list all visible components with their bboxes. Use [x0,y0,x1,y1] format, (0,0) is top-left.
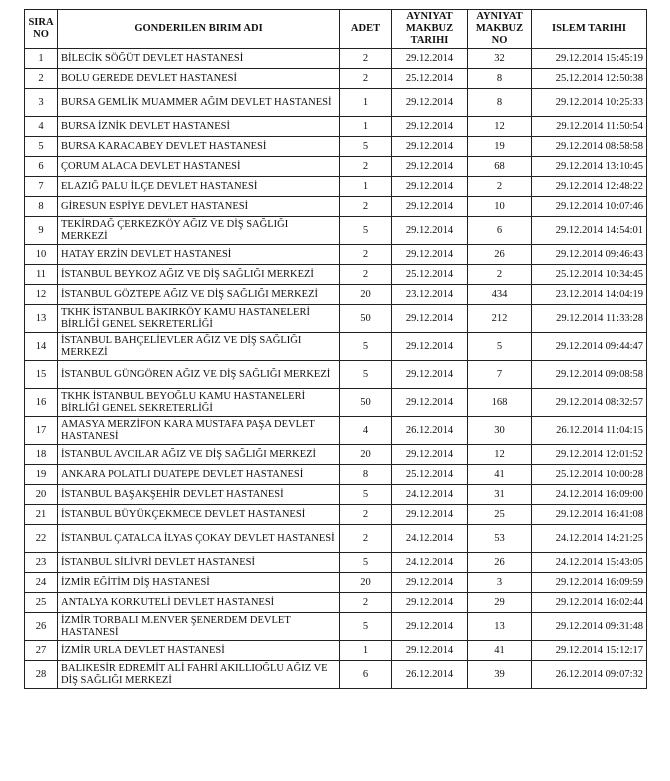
cell-makbuz-tarihi: 29.12.2014 [392,89,468,117]
cell-makbuz-tarihi: 29.12.2014 [392,177,468,197]
cell-adet: 5 [340,333,392,361]
cell-sira-no: 27 [25,641,58,661]
cell-sira-no: 28 [25,661,58,689]
table-row [25,197,647,217]
cell-makbuz-no: 6 [468,217,532,245]
cell-sira-no: 15 [25,361,58,389]
cell-sira-no: 3 [25,89,58,117]
cell-adet: 2 [340,69,392,89]
cell-islem-tarihi: 29.12.2014 16:41:08 [532,505,647,525]
cell-sira-no: 8 [25,197,58,217]
cell-birim-adi: GİRESUN ESPİYE DEVLET HASTANESİ [58,197,340,217]
cell-islem-tarihi: 26.12.2014 11:04:15 [532,417,647,445]
cell-sira-no: 1 [25,49,58,69]
shipment-table [24,9,647,689]
cell-adet: 2 [340,197,392,217]
cell-islem-tarihi: 29.12.2014 12:01:52 [532,445,647,465]
cell-adet: 6 [340,661,392,689]
cell-sira-no: 19 [25,465,58,485]
table-row [25,593,647,613]
cell-sira-no: 13 [25,305,58,333]
cell-adet: 1 [340,89,392,117]
cell-birim-adi: İSTANBUL BEYKOZ AĞIZ VE DİŞ SAĞLIĞI MERKEZİ [58,265,340,285]
cell-makbuz-no: 30 [468,417,532,445]
cell-makbuz-no: 41 [468,465,532,485]
cell-birim-adi: BİLECİK SÖĞÜT DEVLET HASTANESİ [58,49,340,69]
cell-sira-no: 21 [25,505,58,525]
cell-makbuz-no: 212 [468,305,532,333]
table-row [25,485,647,505]
cell-makbuz-tarihi: 24.12.2014 [392,553,468,573]
cell-islem-tarihi: 29.12.2014 10:07:46 [532,197,647,217]
cell-adet: 2 [340,505,392,525]
table-row [25,245,647,265]
table-row [25,417,647,445]
cell-adet: 50 [340,389,392,417]
cell-islem-tarihi: 29.12.2014 10:25:33 [532,89,647,117]
cell-adet: 2 [340,265,392,285]
table-row [25,69,647,89]
cell-adet: 2 [340,49,392,69]
cell-birim-adi: BURSA KARACABEY DEVLET HASTANESİ [58,137,340,157]
cell-makbuz-no: 8 [468,89,532,117]
cell-birim-adi: TKHK İSTANBUL BAKIRKÖY KAMU HASTANELERİ BİRLİĞİ GENEL SEKRETERLİĞİ [58,305,340,333]
cell-makbuz-tarihi: 29.12.2014 [392,613,468,641]
cell-sira-no: 11 [25,265,58,285]
cell-birim-adi: TEKİRDAĞ ÇERKEZKÖY AĞIZ VE DİŞ SAĞLIĞI MERKEZİ [58,217,340,245]
cell-makbuz-no: 32 [468,49,532,69]
cell-adet: 1 [340,641,392,661]
cell-makbuz-no: 41 [468,641,532,661]
cell-makbuz-tarihi: 29.12.2014 [392,245,468,265]
cell-birim-adi: AMASYA MERZİFON KARA MUSTAFA PAŞA DEVLET HASTANESİ [58,417,340,445]
cell-birim-adi: HATAY ERZİN DEVLET HASTANESİ [58,245,340,265]
table-row [25,333,647,361]
header-adet-text: ADET [350,23,381,34]
table-row [25,217,647,245]
cell-birim-adi: TKHK İSTANBUL BEYOĞLU KAMU HASTANELERİ BİRLİĞİ GENEL SEKRETERLİĞİ [58,389,340,417]
cell-makbuz-tarihi: 29.12.2014 [392,217,468,245]
cell-sira-no: 5 [25,137,58,157]
cell-sira-no: 25 [25,593,58,613]
table-row [25,525,647,553]
cell-birim-adi: İSTANBUL BÜYÜKÇEKMECE DEVLET HASTANESİ [58,505,340,525]
cell-birim-adi: İSTANBUL BAHÇELİEVLER AĞIZ VE DİŞ SAĞLIĞI MERKEZİ [58,333,340,361]
cell-islem-tarihi: 26.12.2014 09:07:32 [532,661,647,689]
cell-makbuz-no: 5 [468,333,532,361]
cell-makbuz-no: 434 [468,285,532,305]
cell-sira-no: 10 [25,245,58,265]
cell-makbuz-no: 19 [468,137,532,157]
cell-islem-tarihi: 29.12.2014 16:02:44 [532,593,647,613]
cell-adet: 2 [340,245,392,265]
header-makbuzno-line2: MAKBUZ [475,23,524,34]
cell-sira-no: 7 [25,177,58,197]
cell-adet: 50 [340,305,392,333]
cell-makbuz-tarihi: 29.12.2014 [392,157,468,177]
cell-makbuz-tarihi: 29.12.2014 [392,361,468,389]
cell-makbuz-no: 31 [468,485,532,505]
table-header-row [25,10,647,49]
cell-birim-adi: BURSA GEMLİK MUAMMER AĞIM DEVLET HASTANESİ [58,89,340,117]
cell-makbuz-no: 168 [468,389,532,417]
header-islem-text: ISLEM TARIHI [551,23,626,34]
cell-islem-tarihi: 25.12.2014 10:34:45 [532,265,647,285]
table-row [25,89,647,117]
cell-adet: 4 [340,417,392,445]
table-row [25,49,647,69]
cell-islem-tarihi: 29.12.2014 08:58:58 [532,137,647,157]
cell-islem-tarihi: 29.12.2014 15:45:19 [532,49,647,69]
cell-makbuz-tarihi: 25.12.2014 [392,69,468,89]
cell-islem-tarihi: 23.12.2014 14:04:19 [532,285,647,305]
cell-makbuz-no: 26 [468,553,532,573]
cell-makbuz-tarihi: 29.12.2014 [392,137,468,157]
table-row [25,553,647,573]
cell-makbuz-no: 13 [468,613,532,641]
table-row [25,265,647,285]
cell-islem-tarihi: 29.12.2014 09:44:47 [532,333,647,361]
cell-makbuz-tarihi: 26.12.2014 [392,661,468,689]
cell-birim-adi: BALIKESİR EDREMİT ALİ FAHRİ AKILLIOĞLU AĞIZ VE DİŞ SAĞLIĞI MERKEZİ [58,661,340,689]
cell-makbuz-tarihi: 29.12.2014 [392,117,468,137]
cell-islem-tarihi: 29.12.2014 11:33:28 [532,305,647,333]
cell-islem-tarihi: 25.12.2014 10:00:28 [532,465,647,485]
table-row [25,177,647,197]
cell-adet: 2 [340,157,392,177]
header-sira-line1: SIRA [28,17,54,28]
cell-adet: 2 [340,525,392,553]
cell-islem-tarihi: 29.12.2014 15:12:17 [532,641,647,661]
cell-islem-tarihi: 29.12.2014 14:54:01 [532,217,647,245]
header-sira-line2: NO [33,29,49,40]
cell-birim-adi: ANKARA POLATLI DUATEPE DEVLET HASTANESİ [58,465,340,485]
table-row [25,285,647,305]
cell-makbuz-tarihi: 26.12.2014 [392,417,468,445]
cell-birim-adi: İSTANBUL GÖZTEPE AĞIZ VE DİŞ SAĞLIĞI MERKEZİ [58,285,340,305]
cell-birim-adi: İSTANBUL BAŞAKŞEHİR DEVLET HASTANESİ [58,485,340,505]
cell-sira-no: 2 [25,69,58,89]
cell-makbuz-no: 3 [468,573,532,593]
header-tarih-line2: MAKBUZ [405,23,454,34]
table-row [25,641,647,661]
cell-islem-tarihi: 29.12.2014 09:46:43 [532,245,647,265]
cell-adet: 1 [340,177,392,197]
header-makbuz-tarihi [392,10,468,49]
cell-makbuz-tarihi: 29.12.2014 [392,593,468,613]
cell-adet: 2 [340,593,392,613]
table-row [25,117,647,137]
cell-makbuz-no: 10 [468,197,532,217]
cell-makbuz-no: 26 [468,245,532,265]
cell-sira-no: 12 [25,285,58,305]
table-row [25,613,647,641]
cell-adet: 20 [340,573,392,593]
cell-islem-tarihi: 29.12.2014 08:32:57 [532,389,647,417]
cell-makbuz-tarihi: 29.12.2014 [392,573,468,593]
cell-sira-no: 20 [25,485,58,505]
cell-birim-adi: İSTANBUL GÜNGÖREN AĞIZ VE DİŞ SAĞLIĞI MERKEZİ [58,361,340,389]
cell-sira-no: 26 [25,613,58,641]
cell-sira-no: 16 [25,389,58,417]
cell-islem-tarihi: 29.12.2014 11:50:54 [532,117,647,137]
cell-adet: 5 [340,137,392,157]
cell-islem-tarihi: 29.12.2014 09:08:58 [532,361,647,389]
cell-islem-tarihi: 24.12.2014 14:21:25 [532,525,647,553]
cell-makbuz-no: 12 [468,445,532,465]
header-birim-adi [58,10,340,49]
cell-makbuz-no: 29 [468,593,532,613]
table-row [25,305,647,333]
cell-birim-adi: İZMİR EĞİTİM DİŞ HASTANESİ [58,573,340,593]
cell-birim-adi: İSTANBUL AVCILAR AĞIZ VE DİŞ SAĞLIĞI MERKEZİ [58,445,340,465]
cell-makbuz-no: 53 [468,525,532,553]
table-row [25,389,647,417]
cell-adet: 8 [340,465,392,485]
cell-adet: 5 [340,613,392,641]
cell-islem-tarihi: 29.12.2014 16:09:59 [532,573,647,593]
cell-makbuz-no: 2 [468,177,532,197]
cell-makbuz-tarihi: 29.12.2014 [392,445,468,465]
cell-makbuz-no: 7 [468,361,532,389]
cell-makbuz-tarihi: 29.12.2014 [392,197,468,217]
cell-islem-tarihi: 24.12.2014 16:09:00 [532,485,647,505]
cell-adet: 20 [340,285,392,305]
cell-islem-tarihi: 25.12.2014 12:50:38 [532,69,647,89]
cell-birim-adi: İZMİR URLA DEVLET HASTANESİ [58,641,340,661]
cell-makbuz-tarihi: 25.12.2014 [392,465,468,485]
cell-adet: 5 [340,361,392,389]
header-adet [340,10,392,49]
header-islem-tarihi [532,10,647,49]
header-makbuz-no [468,10,532,49]
cell-birim-adi: BOLU GEREDE DEVLET HASTANESİ [58,69,340,89]
cell-sira-no: 23 [25,553,58,573]
cell-makbuz-no: 2 [468,265,532,285]
cell-birim-adi: BURSA İZNİK DEVLET HASTANESİ [58,117,340,137]
cell-birim-adi: İSTANBUL SİLİVRİ DEVLET HASTANESİ [58,553,340,573]
cell-makbuz-no: 68 [468,157,532,177]
cell-islem-tarihi: 29.12.2014 09:31:48 [532,613,647,641]
cell-adet: 5 [340,217,392,245]
cell-adet: 5 [340,553,392,573]
cell-sira-no: 9 [25,217,58,245]
cell-makbuz-tarihi: 29.12.2014 [392,49,468,69]
header-tarih-line1: AYNIYAT [406,11,453,22]
cell-sira-no: 14 [25,333,58,361]
cell-makbuz-tarihi: 24.12.2014 [392,485,468,505]
table-row [25,445,647,465]
cell-sira-no: 17 [25,417,58,445]
cell-makbuz-tarihi: 29.12.2014 [392,389,468,417]
cell-makbuz-tarihi: 23.12.2014 [392,285,468,305]
cell-islem-tarihi: 24.12.2014 15:43:05 [532,553,647,573]
cell-adet: 1 [340,117,392,137]
cell-birim-adi: ÇORUM ALACA DEVLET HASTANESİ [58,157,340,177]
table-row [25,465,647,485]
cell-makbuz-tarihi: 29.12.2014 [392,305,468,333]
cell-sira-no: 6 [25,157,58,177]
cell-islem-tarihi: 29.12.2014 12:48:22 [532,177,647,197]
cell-sira-no: 24 [25,573,58,593]
table-row [25,157,647,177]
cell-makbuz-no: 39 [468,661,532,689]
cell-makbuz-tarihi: 29.12.2014 [392,333,468,361]
cell-makbuz-no: 25 [468,505,532,525]
cell-sira-no: 18 [25,445,58,465]
cell-birim-adi: İZMİR TORBALI M.ENVER ŞENERDEM DEVLET HASTANESİ [58,613,340,641]
document-page [24,9,646,689]
cell-sira-no: 4 [25,117,58,137]
table-body [25,49,647,689]
table-row [25,137,647,157]
table-row [25,361,647,389]
cell-birim-adi: İSTANBUL ÇATALCA İLYAS ÇOKAY DEVLET HASTANESİ [58,525,340,553]
header-sira-no [25,10,58,49]
header-birim-text: GONDERILEN BIRIM ADI [134,23,263,34]
table-row [25,505,647,525]
header-makbuzno-line3: NO [491,35,508,46]
cell-birim-adi: ANTALYA KORKUTELİ DEVLET HASTANESİ [58,593,340,613]
header-makbuzno-line1: AYNIYAT [476,11,523,22]
header-tarih-line3: TARIHI [410,35,449,46]
cell-birim-adi: ELAZIĞ PALU İLÇE DEVLET HASTANESİ [58,177,340,197]
cell-makbuz-tarihi: 29.12.2014 [392,641,468,661]
cell-adet: 5 [340,485,392,505]
cell-makbuz-tarihi: 29.12.2014 [392,505,468,525]
table-row [25,661,647,689]
cell-makbuz-tarihi: 25.12.2014 [392,265,468,285]
table-row [25,573,647,593]
cell-sira-no: 22 [25,525,58,553]
cell-adet: 20 [340,445,392,465]
cell-islem-tarihi: 29.12.2014 13:10:45 [532,157,647,177]
cell-makbuz-tarihi: 24.12.2014 [392,525,468,553]
cell-makbuz-no: 8 [468,69,532,89]
cell-makbuz-no: 12 [468,117,532,137]
